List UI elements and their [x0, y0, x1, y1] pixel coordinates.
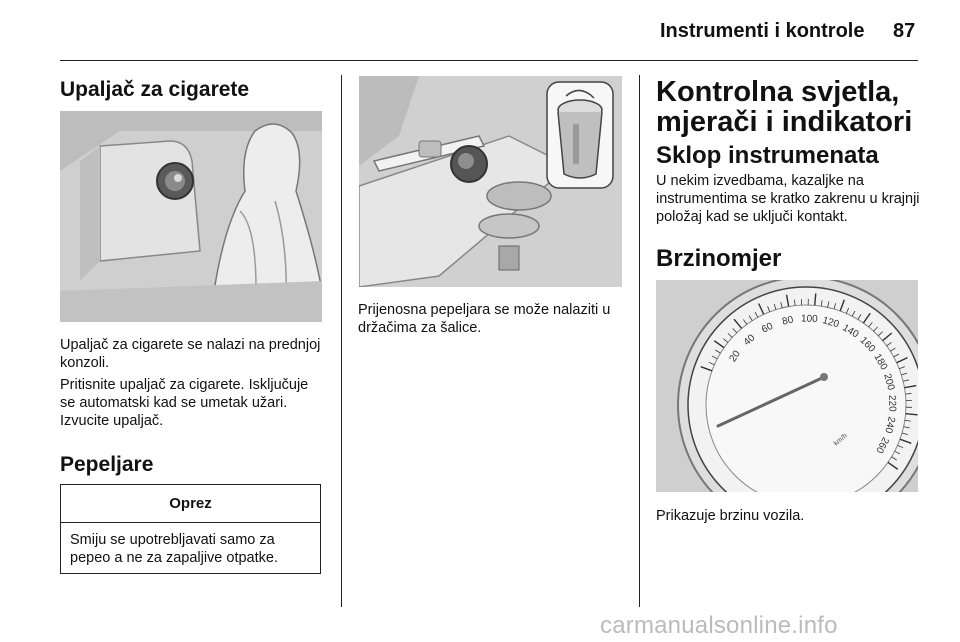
speedometer-label: 220 [886, 394, 898, 412]
speedometer-label: 60 [760, 320, 775, 336]
speedometer-label: 240 [882, 415, 897, 435]
page-number: 87 [893, 20, 916, 42]
illustration-portable-ashtray [359, 76, 622, 287]
speedometer-unit: km/h [832, 432, 849, 448]
speedometer-label: 20 [727, 348, 743, 365]
heading-warning-lights-line2: mjerači i indikatori [656, 106, 913, 138]
heading-speedometer: Brzinomjer [656, 245, 782, 272]
illustration-speedometer [656, 280, 918, 492]
speedometer-label: 80 [781, 314, 795, 328]
portable-ashtray-text: Prijenosna pepeljara se može nalaziti u držačima za šalice. [358, 302, 611, 336]
column-divider-right [639, 75, 640, 607]
header-rule [60, 60, 918, 61]
instrument-cluster-text: U nekim izvedbama, kazaljke na instrumentima se kratko zakrenu u krajnji položaj kad se uključi kontakt. [656, 173, 920, 225]
speedometer-label: 180 [871, 352, 890, 373]
column-divider-left [341, 75, 342, 607]
caution-text: Smiju se upotrebljavati samo za pepeo a ne za zapaljive otpatke. [70, 532, 278, 566]
lighter-usage-text: Pritisnite upaljač za cigarete. Isključuje se automatski kad se umetak užari. Izvucite upaljač. [60, 377, 309, 429]
illustration-cigarette-lighter [60, 111, 322, 322]
speedometer-label: 260 [873, 435, 891, 455]
heading-warning-lights-line1: Kontrolna svjetla, [656, 76, 900, 108]
speedometer-label: 120 [821, 315, 841, 331]
running-header-title: Instrumenti i kontrole [660, 20, 865, 42]
lighter-location-text: Upaljač za cigarete se nalazi na prednjoj konzoli. [60, 337, 321, 371]
speedometer-label: 160 [857, 335, 878, 355]
speedometer-label: 200 [881, 372, 897, 392]
speedometer-label: 40 [741, 332, 758, 349]
caution-title: Oprez [61, 485, 320, 523]
caution-box [60, 484, 321, 574]
watermark: carmanualsonline.info [600, 612, 838, 639]
speedometer-label: 140 [840, 322, 861, 341]
heading-ashtrays: Pepeljare [60, 453, 154, 476]
speedometer-caption: Prikazuje brzinu vozila. [656, 508, 805, 524]
speedometer-label: 100 [800, 313, 818, 326]
heading-instrument-cluster: Sklop instrumenata [656, 142, 879, 169]
heading-cigarette-lighter: Upaljač za cigarete [60, 78, 250, 101]
